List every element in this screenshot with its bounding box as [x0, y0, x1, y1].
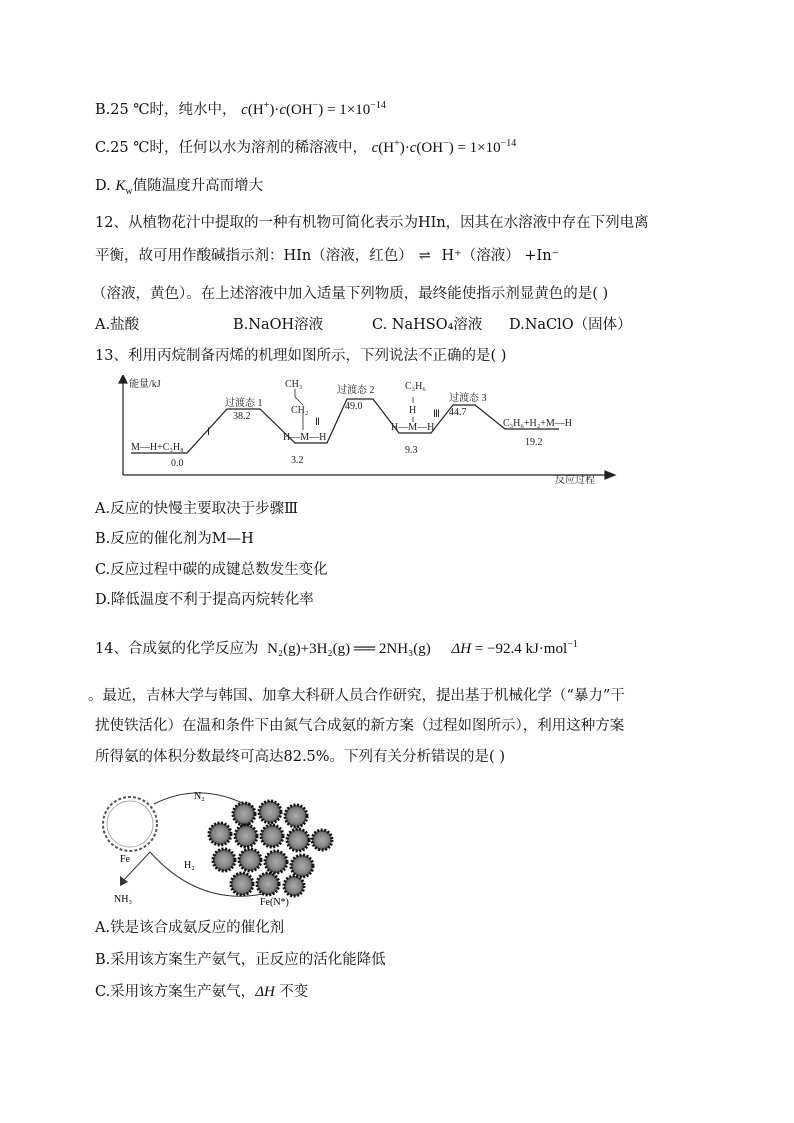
x-axis-label: 反应过程: [555, 475, 595, 485]
q14-option-c: C.采用该方案生产氨气，ΔH 不变: [95, 984, 309, 1000]
q13-option-a: A.反应的快慢主要取决于步骤Ⅲ: [95, 501, 299, 517]
q11-option-c-prefix: C.25 ℃时，任何以水为溶剂的稀溶液中，: [95, 140, 367, 156]
q12-stem-line2: 平衡，故可用作酸碱指示剂：HIn（溶液，红色） ⇌ H⁺（溶液） +In⁻: [95, 248, 560, 264]
synthesis-equation: N₂(g)+3H₂(g) ══ 2NH₃(g): [267, 641, 431, 657]
q14-stem-line3: 扰使铁活化）在温和条件下由氮气合成氨的新方案（过程如图所示），利用这种方案: [95, 718, 625, 734]
svg-text:9.3: 9.3: [405, 445, 418, 456]
svg-text:H—M—H: H—M—H: [391, 422, 435, 433]
q12-option-d: D.NaClO（固体）: [509, 317, 632, 333]
svg-text:C₃H₆+H₂+M—H: C₃H₆+H₂+M—H: [503, 418, 572, 429]
svg-text:C₃H₆: C₃H₆: [405, 381, 426, 392]
svg-text:过渡态 3: 过渡态 3: [449, 393, 487, 404]
q12-options: [95, 315, 632, 335]
svg-text:NH₃: NH₃: [114, 894, 132, 905]
svg-text:H—M—H: H—M—H: [283, 432, 327, 443]
svg-text:44.7: 44.7: [449, 407, 467, 418]
q12-option-c: C. NaHSO₄溶液: [372, 317, 483, 333]
q13-option-c: C.反应过程中碳的成键总数发生变化: [95, 562, 328, 578]
energy-profile-diagram: [115, 375, 620, 485]
ion-product-expression: $c(H^+)\cdot c(OH^-) = 1\times 10^{-14}$: [241, 100, 386, 118]
svg-text:CH₃: CH₃: [285, 379, 303, 390]
svg-text:M—H+C₃H₈: M—H+C₃H₈: [131, 442, 184, 453]
fe-n-cluster-icon: [209, 801, 332, 896]
q13-option-d: D.降低温度不利于提高丙烷转化率: [95, 592, 314, 608]
q13-option-b: B.反应的催化剂为M—H: [95, 531, 254, 547]
q12-option-a: A.盐酸: [95, 317, 140, 333]
svg-text:49.0: 49.0: [345, 401, 363, 412]
equilibrium-arrow-icon: ⇌: [418, 248, 431, 264]
q12-stem-line3: （溶液，黄色）。在上述溶液中加入适量下列物质，最终能使指示剂显黄色的是( ): [92, 286, 609, 302]
q14-option-b: B.采用该方案生产氨气，正反应的活化能降低: [95, 952, 386, 968]
svg-text:H: H: [409, 405, 417, 416]
enthalpy-expression: ΔH = −92.4 kJ·mol$^{-1}$: [451, 639, 578, 657]
delta-h-symbol: ΔH: [255, 984, 275, 1000]
svg-text:过渡态 1: 过渡态 1: [225, 398, 263, 409]
q11-option-d: D. $K_w$值随温度升高而增大: [95, 178, 264, 197]
q11-option-c: [95, 138, 516, 158]
svg-text:Ⅲ: Ⅲ: [433, 409, 440, 420]
q11-option-b: [95, 100, 386, 120]
svg-text:H₂: H₂: [184, 860, 195, 871]
svg-text:过渡态 2: 过渡态 2: [337, 385, 375, 396]
y-axis-arrow-icon: [119, 375, 127, 383]
q11-option-b-prefix: B.25 ℃时，纯水中，: [95, 102, 237, 118]
x-axis-arrow-icon: [605, 471, 615, 479]
iron-particle-icon: [103, 797, 157, 851]
svg-text:Fe(N*): Fe(N*): [260, 897, 289, 908]
svg-text:Ⅰ: Ⅰ: [207, 427, 210, 438]
ion-product-expression: $c(H^+)\cdot c(OH^-) = 1\times 10^{-14}$: [371, 138, 517, 156]
q14-option-a: A.铁是该合成氨反应的催化剂: [95, 920, 285, 936]
svg-text:N₂: N₂: [194, 791, 205, 802]
q14-stem-line2: 。最近，吉林大学与韩国、加拿大科研人员合作研究，提出基于机械化学（“暴力”干: [88, 688, 625, 704]
q12-option-b: B.NaOH溶液: [233, 317, 324, 333]
svg-text:Fe: Fe: [120, 854, 130, 865]
q12-stem-line1: 12、从植物花汁中提取的一种有机物可简化表示为HIn，因其在水溶液中存在下列电离: [95, 215, 649, 231]
svg-text:38.2: 38.2: [233, 411, 251, 422]
svg-text:3.2: 3.2: [291, 455, 304, 466]
q14-stem-line1: 14、合成氨的化学反应为 N₂(g)+3H₂(g) ══ 2NH₃(g) ΔH = −92.4 kJ·mol$^{-1}$: [95, 639, 578, 657]
ammonia-process-diagram: [92, 782, 337, 910]
q13-stem: 13、利用丙烷制备丙烯的机理如图所示，下列说法不正确的是( ): [95, 348, 507, 364]
svg-text:0.0: 0.0: [171, 458, 184, 469]
svg-text:CH₂: CH₂: [291, 405, 309, 416]
q14-stem-line4: 所得氨的体积分数最终可高达82.5%。下列有关分析错误的是( ): [95, 749, 505, 765]
svg-text:19.2: 19.2: [525, 437, 543, 448]
y-axis-label: 能量/kJ: [129, 379, 161, 390]
svg-text:Ⅱ: Ⅱ: [315, 417, 320, 428]
kw-symbol: $K_w$: [115, 178, 133, 197]
